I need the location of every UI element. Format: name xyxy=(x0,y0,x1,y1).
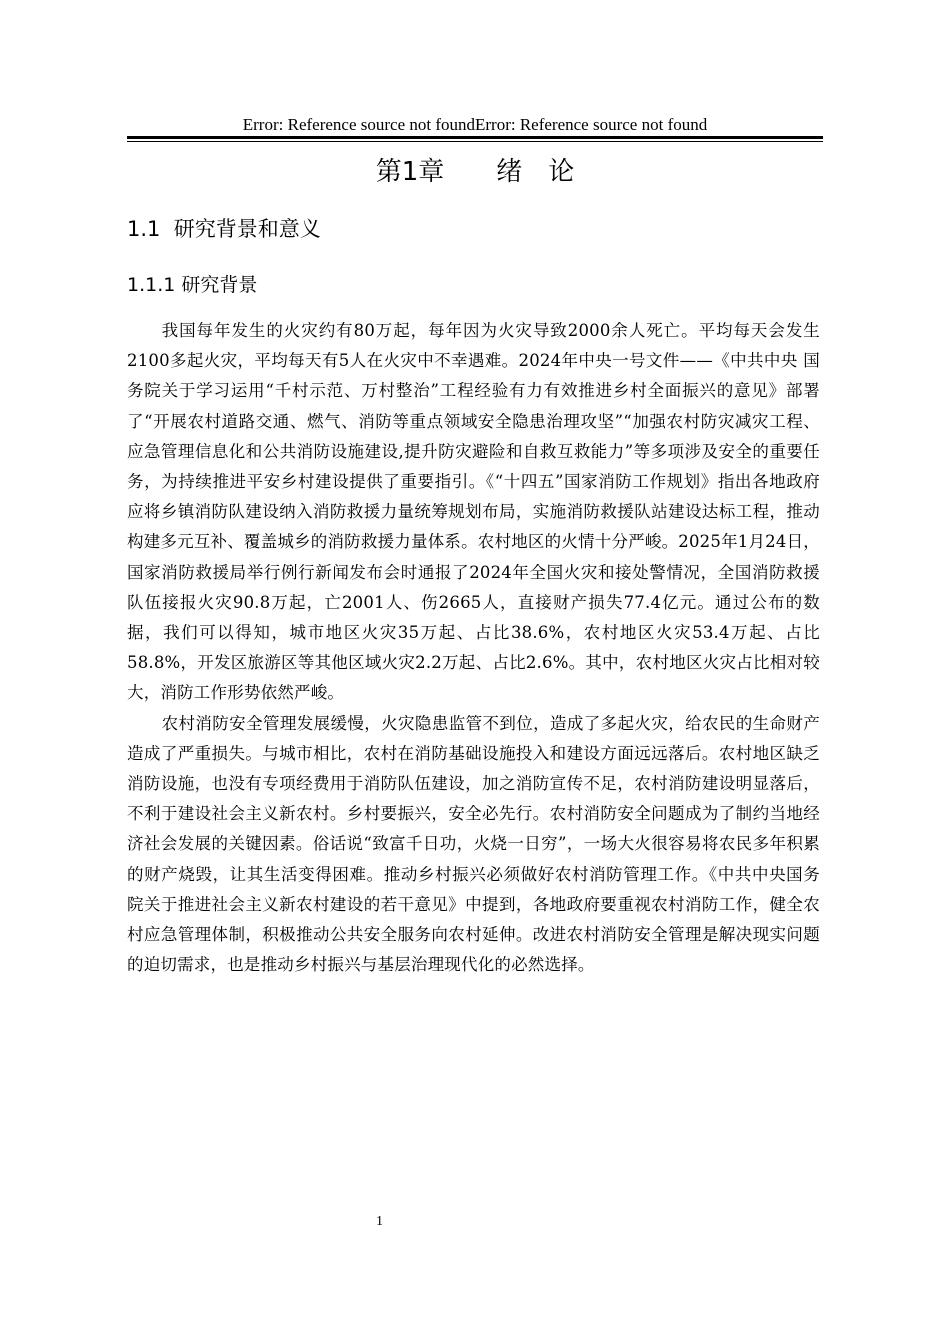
section-heading: 1.1 研究背景和意义 xyxy=(127,217,321,241)
paragraph-2: 农村消防安全管理发展缓慢，火灾隐患监管不到位，造成了多起火灾，给农民的生命财产造成了严重损失。与城市相比，农村在消防基础设施投入和建设方面远远落后。农村地区缺乏消防设施，也没有专项经费用于消防队伍建设，加之消防宣传不足，农村消防建设明显落后，不利于建设社会主义新农村。乡村要振兴，安全必先行。农村消防安全问题成为了制约当地经济社会发展的关键因素。俗话说“致富千日功，火烧一日穷”，一场大火很容易将农民多年积累的财产烧毁，让其生活变得困难。推动乡村振兴必须做好农村消防管理工作。《中共中央国务院关于推进社会主义新农村建设的若干意见》中提到，各地政府要重视农村消防工作，健全农村应急管理体制，积极推动公共安全服务向农村延伸。改进农村消防安全管理是解决现实问题的迫切需求，也是推动乡村振兴与基层治理现代化的必然选择。 xyxy=(127,713,820,975)
paragraph-1: 我国每年发生的火灾约有80万起，每年因为火灾导致2000余人死亡。平均每天会发生2100多起火灾，平均每天有5人在火灾中不幸遇难。2024年中央一号文件——《中共中央 国务院关于学习运用“千村示范、万村整治”工程经验有力有效推进乡村全面振兴的意见》部署了“开展农村道路交通、燃气、消防等重点领域安全隐患治理攻坚”“加强农村防灾减灾工程、应急管理信息化和公共消防设施建设,提升防灾避险和自救互救能力”等多项涉及安全的重要任务，为持续推进平安乡村建设提供了重要指引。《“十四五”国家消防工作规划》指出各地政府应将乡镇消防队建设纳入消防救援力量统筹规划布局，实施消防救援队站建设达标工程，推动构建多元互补、覆盖城乡的消防救援力量体系。农村地区的火情十分严峻。2025年1月24日，国家消防救援局举行例行新闻发布会时通报了2024年全国火灾和接处警情况，全国消防救援队伍接报火灾90.8万起，亡2001人、伤2665人，直接财产损失77.4亿元。通过公布的数据，我们可以得知，城市地区火灾35万起、占比38.6%，农村地区火灾53.4万起、占比58.8%，开发区旅游区等其他区域火灾2.2万起、占比2.6%。其中，农村地区火灾占比相对较大，消防工作形势依然严峻。 xyxy=(127,321,820,703)
chapter-title: 第1章 绪 论 xyxy=(375,157,575,187)
running-header: Error: Reference source not foundError: Reference source not found xyxy=(242,115,708,134)
page-number: 1 xyxy=(376,1214,383,1229)
header-rule-thin xyxy=(127,141,823,142)
subsection-heading: 1.1.1 研究背景 xyxy=(127,274,258,296)
header-rule-thick xyxy=(127,136,823,139)
body-text xyxy=(127,316,820,980)
